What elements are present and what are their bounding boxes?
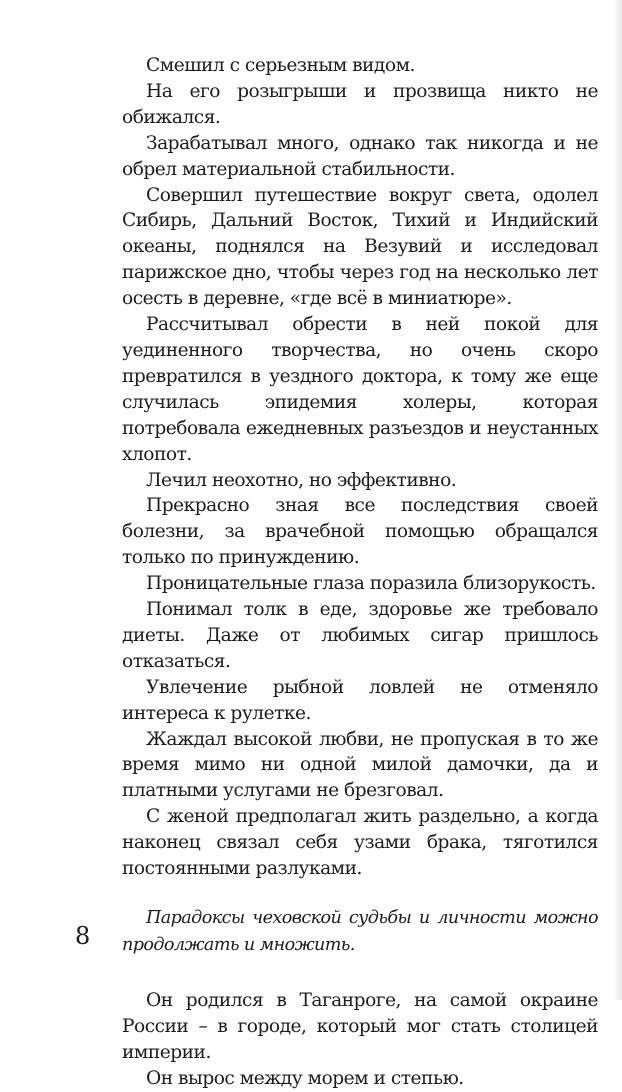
paragraph-travel: Совершил путешествие вокруг света, одолел Сибирь, Дальний Восток, Тихий и Индийский океаны, поднялся на Везувий и исследовал парижское дно, чтобы через год на несколько лет осесть в деревне, «где всё в миниатюре». xyxy=(122,184,598,310)
page-text xyxy=(122,53,598,1092)
page-edge-shadow xyxy=(613,0,622,1000)
paragraph-love: Жаждал высокой любви, не пропуская в то же время мимо ни одной милой дамочки, да и платными услугами не брезговал. xyxy=(122,728,598,802)
paragraph-marriage: С женой предполагал жить раздельно, а когда наконец связал себя узами брака, тяготился постоянными разлуками. xyxy=(122,806,598,880)
paragraph-earnings: Зарабатывал много, однако так никогда и не обрел материальной стабильности. xyxy=(122,132,598,180)
paragraph-myopia: Проницательные глаза поразила близорукость. xyxy=(146,573,596,595)
paragraph-childhood: Он вырос между морем и степью. xyxy=(146,1067,464,1089)
paragraph-hobbies: Увлечение рыбной ловлей не отменяло интереса к рулетке. xyxy=(122,676,598,724)
paragraph-illness: Прекрасно зная все последствия своей болезни, за врачебной помощью обращался только по принуждению. xyxy=(122,495,598,569)
paradox-remark: Парадоксы чеховской судьбы и личности можно продолжать и множить. xyxy=(122,908,598,955)
paragraph-food: Понимал толк в еде, здоровье же требовало диеты. Даже от любимых сигар пришлось отказаться. xyxy=(122,599,598,672)
paragraph-nicknames: На его розыгрыши и прозвища никто не обижался. xyxy=(122,80,598,128)
paragraph-treatment: Лечил неохотно, но эффективно. xyxy=(146,469,457,491)
paragraph-joking: Смешил с серьезным видом. xyxy=(146,55,415,76)
page-number: 8 xyxy=(75,922,91,950)
paragraph-country-doctor: Рассчитывал обрести в ней покой для уединенного творчества, но очень скоро превратился в уездного доктора, к тому же еще случилась эпидемия холеры, которая потребовала ежедневных разъездов и неустанных хлопот. xyxy=(122,314,598,465)
paragraph-birthplace: Он родился в Таганроге, на самой окраине России – в городе, который мог стать столицей империи. xyxy=(122,990,598,1063)
